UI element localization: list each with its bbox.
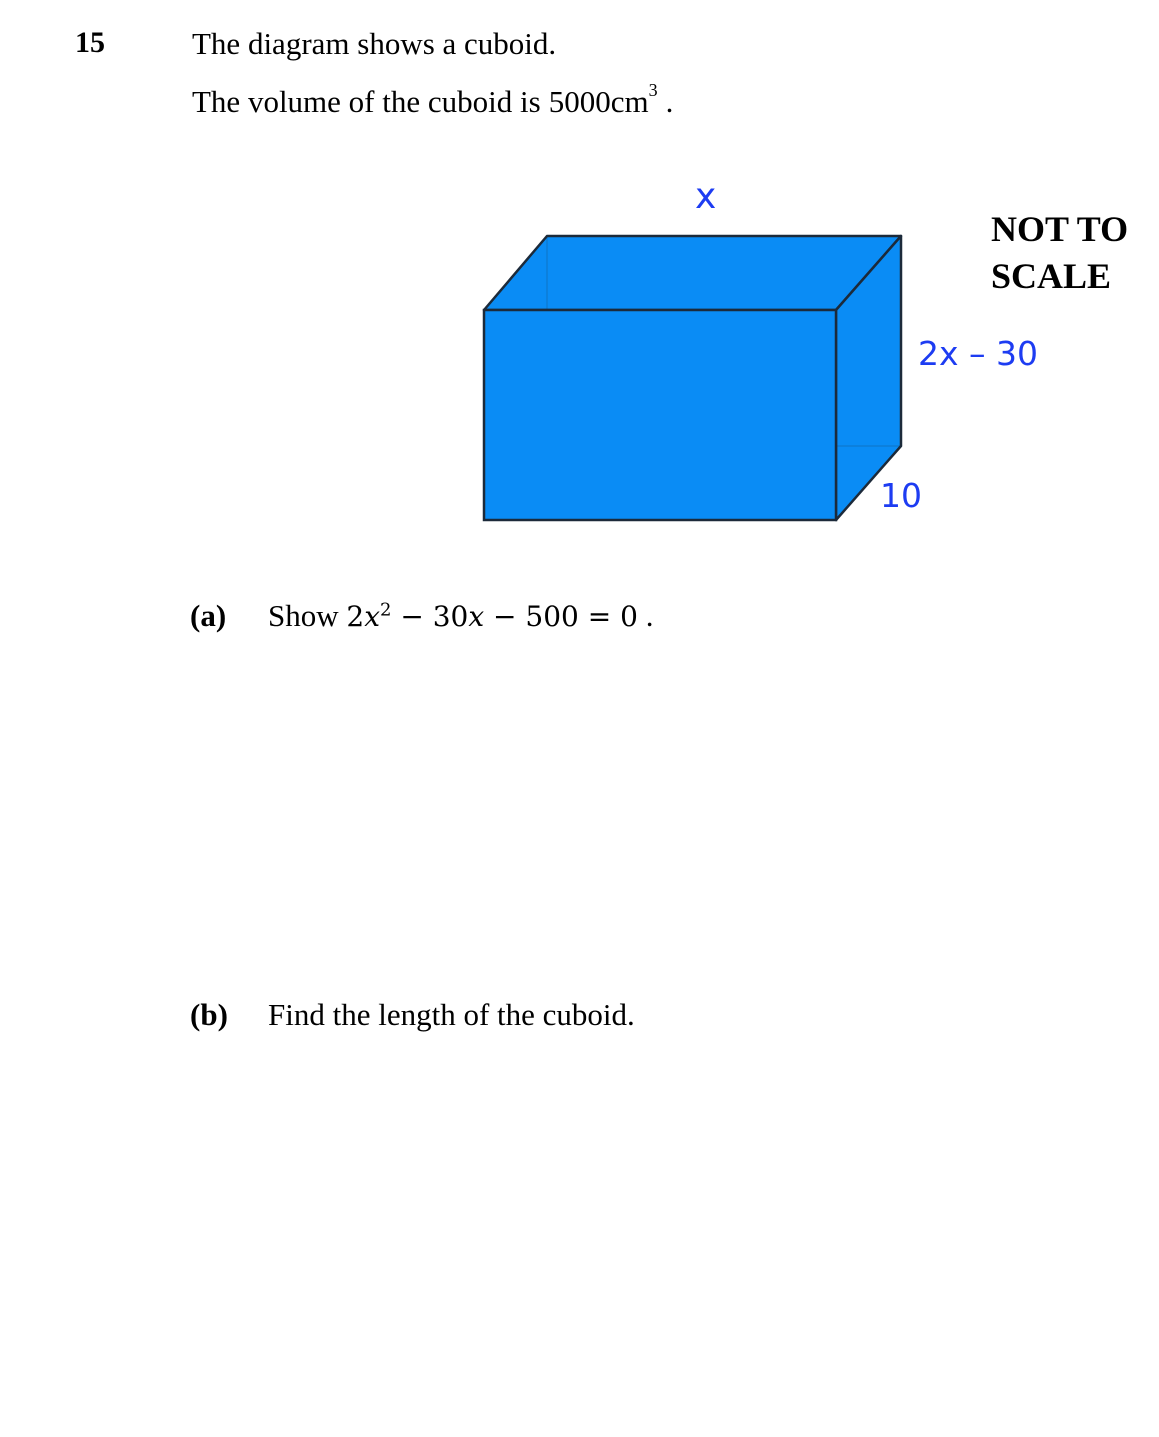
- part-a: [190, 598, 653, 634]
- part-b-text: Find the length of the cuboid.: [268, 997, 635, 1032]
- volume-prefix: The volume of the cuboid is: [192, 84, 541, 119]
- note-line-1: NOT TO: [991, 209, 1129, 249]
- note-line-2: SCALE: [991, 256, 1112, 296]
- part-a-equation: $2x^2 - 30x - 500 = 0$: [346, 599, 638, 633]
- part-a-label: (a): [190, 598, 227, 633]
- cuboid-front-face: [484, 310, 836, 520]
- depth-label: 10: [880, 476, 922, 515]
- volume-value: $5000cm^3$: [548, 80, 658, 119]
- length-label: x: [695, 176, 717, 217]
- volume-period: .: [665, 84, 674, 119]
- part-b-label: (b): [190, 997, 228, 1032]
- question-number: 15: [75, 26, 105, 59]
- height-label: 2x – 30: [918, 334, 1038, 373]
- part-a-prefix: Show: [268, 598, 339, 633]
- part-a-period: .: [637, 598, 654, 633]
- question-intro: The diagram shows a cuboid.: [192, 26, 557, 61]
- part-b: [190, 997, 635, 1033]
- question-volume-line: [192, 80, 674, 120]
- not-to-scale-note: [991, 206, 1128, 300]
- cuboid-diagram: [470, 226, 920, 536]
- volume-exponent: 3: [648, 80, 658, 100]
